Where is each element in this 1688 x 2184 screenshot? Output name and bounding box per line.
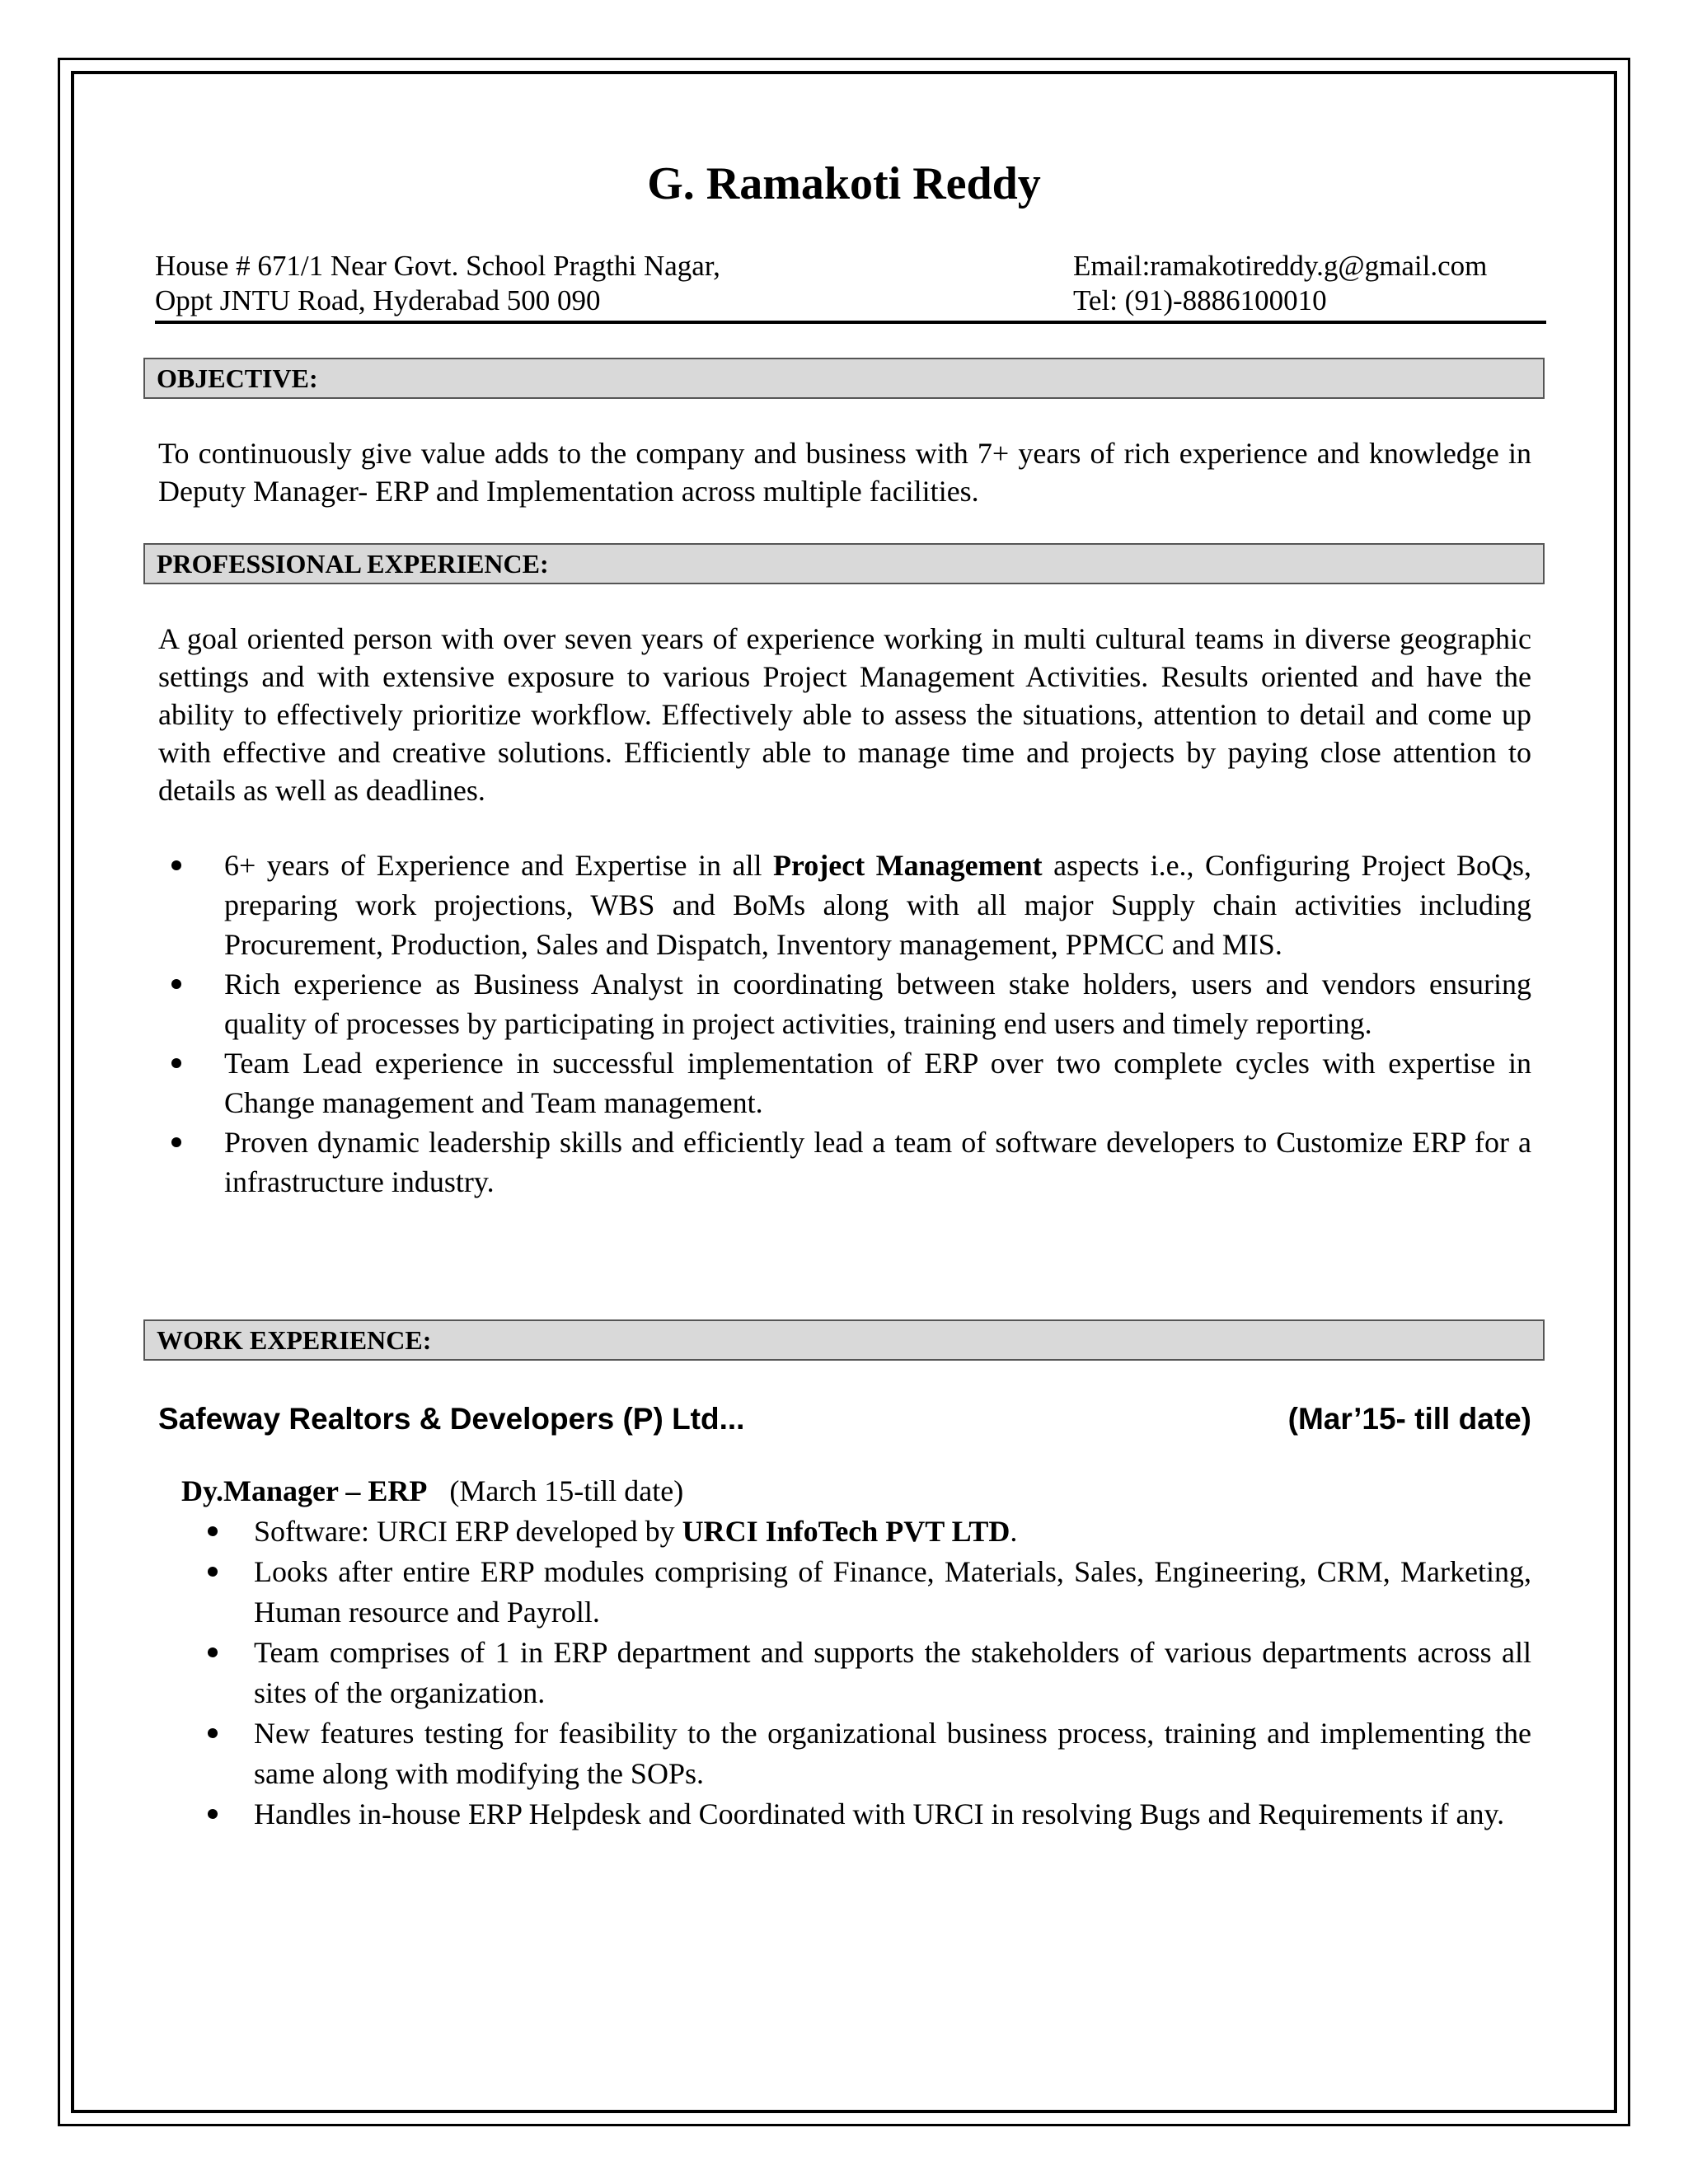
list-item: 6+ years of Experience and Expertise in all Project Management aspects i.e., Configuring Project BoQs, preparing work projections, WBS and BoMs along with all major Supply chain activities including Procurement, Production, Sales and Dispatch, Inventory management, PPMCC and MIS.: [224, 846, 1531, 964]
company-name: Safeway Realtors & Developers (P) Ltd...: [158, 1402, 745, 1436]
role-title: Dy.Manager – ERP: [181, 1474, 428, 1507]
bullet-icon: [208, 1567, 218, 1577]
list-item: Rich experience as Business Analyst in coordinating between stake holders, users and vendors ensuring quality of processes by participating in project activities, training end users and timely reporting.: [224, 964, 1531, 1043]
company-row: [158, 1399, 1531, 1439]
address-line-2: Oppt JNTU Road, Hyderabad 500 090: [155, 284, 601, 316]
bullet-icon: [171, 979, 181, 989]
list-item: New features testing for feasibility to the organizational business process, training and implementing the same along with modifying the SOPs.: [254, 1713, 1531, 1794]
contact-details: [1073, 249, 1487, 318]
professional-experience-heading: PROFESSIONAL EXPERIENCE:: [143, 543, 1545, 584]
highlight-text: URCI InfoTech PVT LTD: [682, 1515, 1010, 1548]
bullet-icon: [171, 1137, 181, 1147]
bullet-icon: [171, 1058, 181, 1068]
address-line-1: House # 671/1 Near Govt. School Pragthi Nagar,: [155, 250, 720, 282]
highlight-text: Project Management: [772, 849, 1043, 882]
work-bullet-list: [254, 1511, 1531, 1835]
header-divider: [155, 321, 1546, 324]
bullet-icon: [208, 1728, 218, 1738]
email-text: Email:ramakotireddy.g@gmail.com: [1073, 250, 1488, 282]
professional-bullet-list: [224, 846, 1531, 1202]
role-line: [181, 1472, 683, 1510]
company-period: (Mar’15- till date): [1287, 1402, 1531, 1436]
address-block: [155, 249, 720, 318]
objective-heading: OBJECTIVE:: [143, 358, 1545, 399]
bullet-icon: [208, 1647, 218, 1657]
list-item: Looks after entire ERP modules comprising of Finance, Materials, Sales, Engineering, CRM, Marketing, Human resource and Payroll.: [254, 1552, 1531, 1633]
candidate-name: G. Ramakoti Reddy: [647, 158, 1041, 209]
bullet-icon: [208, 1526, 218, 1536]
work-experience-heading: WORK EXPERIENCE:: [143, 1319, 1545, 1361]
professional-summary: A goal oriented person with over seven years of experience working in multi cultural teams in diverse geographic settings and with extensive exposure to various Project Management Activities. Results oriented and have the ability to effectively prioritize workflow. Effectively able to assess the situations, attention to detail and come up with effective and creative solutions. Efficiently able to manage time and projects by paying close attention to details as well as deadlines.: [158, 622, 1531, 807]
objective-text: To continuously give value adds to the company and business with 7+ years of rich experience and knowledge in Deputy Manager- ERP and Implementation across multiple facilities.: [158, 437, 1531, 508]
list-item: Software: URCI ERP developed by URCI InfoTech PVT LTD.: [254, 1511, 1531, 1552]
bullet-icon: [208, 1809, 218, 1819]
phone-text: Tel: (91)-8886100010: [1073, 284, 1327, 316]
list-item: Proven dynamic leadership skills and efficiently lead a team of software developers to Customize ERP for a infrastructure industry.: [224, 1122, 1531, 1202]
role-period: (March 15-till date): [449, 1474, 684, 1507]
list-item: Team comprises of 1 in ERP department and supports the stakeholders of various departments across all sites of the organization.: [254, 1633, 1531, 1713]
list-item: Handles in-house ERP Helpdesk and Coordinated with URCI in resolving Bugs and Requirements if any.: [254, 1794, 1531, 1835]
bullet-icon: [171, 860, 181, 870]
list-item: Team Lead experience in successful implementation of ERP over two complete cycles with expertise in Change management and Team management.: [224, 1043, 1531, 1122]
